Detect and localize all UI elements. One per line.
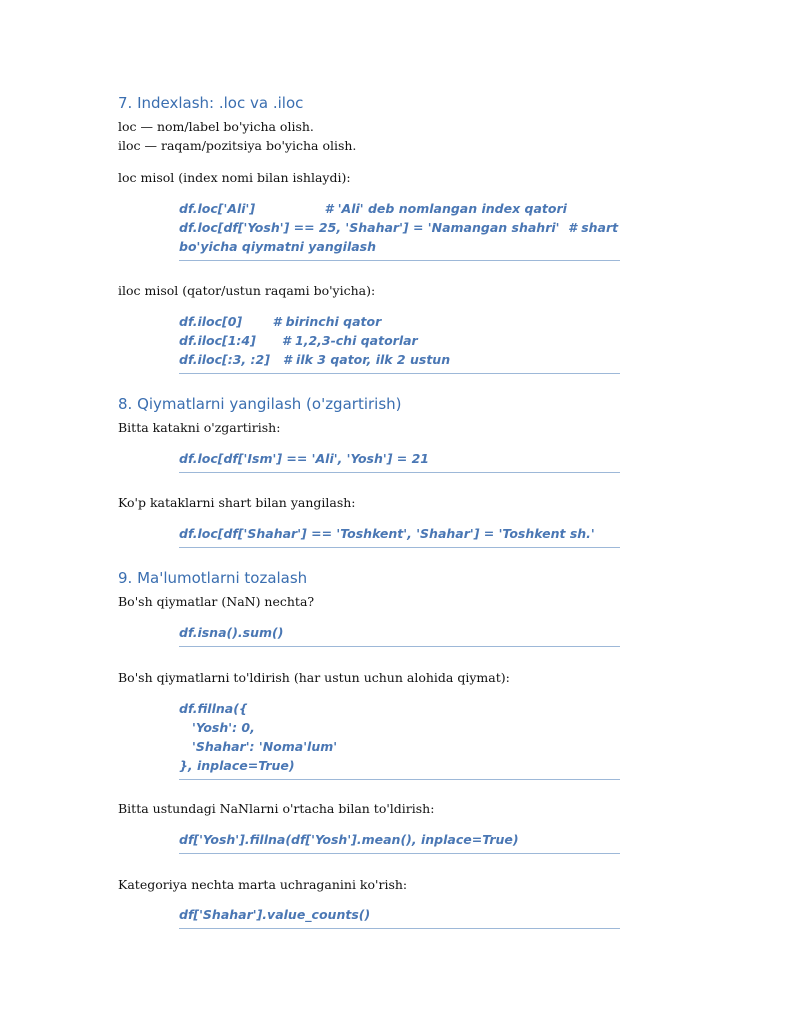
value-counts-intro: Kategoriya nechta marta uchraganini ko'rish:	[118, 877, 408, 892]
loc-description: loc — nom/label bo'yicha olish.	[118, 119, 314, 134]
code-line: 'Yosh': 0,	[179, 720, 255, 735]
value-counts-code-block	[179, 905, 620, 929]
fillna-code-block	[179, 699, 620, 780]
fillna-intro: Bo'sh qiymatlarni to'ldirish (har ustun uchun alohida qiymat):	[118, 670, 510, 685]
code-line: }, inplace=True)	[179, 758, 295, 773]
code-line: df.iloc[1:4] # 1,2,3-chi qatorlar	[179, 333, 418, 348]
isna-code-block	[179, 623, 620, 647]
code-line: df.isna().sum()	[179, 625, 284, 640]
loc-code-block	[179, 199, 620, 261]
code-line: df.loc['Ali'] # 'Ali' deb nomlangan index qatori	[179, 201, 567, 216]
mean-fill-code-block	[179, 830, 620, 854]
iloc-example-intro: iloc misol (qator/ustun raqami bo'yicha):	[118, 283, 376, 298]
code-line: df.loc[df['Yosh'] == 25, 'Shahar'] = 'Namangan shahri' # shart	[179, 220, 619, 235]
code-line: df.loc[df['Shahar'] == 'Toshkent', 'Shahar'] = 'Toshkent sh.'	[179, 526, 595, 541]
iloc-description: iloc — raqam/pozitsiya bo'yicha olish.	[118, 138, 357, 153]
iloc-code-block	[179, 312, 620, 374]
code-line: df['Yosh'].fillna(df['Yosh'].mean(), inplace=True)	[179, 832, 519, 847]
nan-count-intro: Bo'sh qiymatlar (NaN) nechta?	[118, 594, 315, 609]
section-8-heading: 8. Qiymatlarni yangilash (o'zgartirish)	[118, 395, 402, 413]
section-7-heading: 7. Indexlash: .loc va .iloc	[118, 94, 304, 112]
single-cell-update-intro: Bitta katakni o'zgartirish:	[118, 420, 281, 435]
multi-cell-update-intro: Ko'p kataklarni shart bilan yangilash:	[118, 495, 356, 510]
code-line: bo'yicha qiymatni yangilash	[179, 239, 377, 254]
code-line: df.iloc[0] # birinchi qator	[179, 314, 382, 329]
single-cell-code-block	[179, 449, 620, 473]
code-line: df.fillna({	[179, 701, 248, 716]
loc-example-intro: loc misol (index nomi bilan ishlaydi):	[118, 170, 351, 185]
code-line: 'Shahar': 'Noma'lum'	[179, 739, 338, 754]
section-9-heading: 9. Ma'lumotlarni tozalash	[118, 569, 308, 587]
mean-fill-intro: Bitta ustundagi NaNlarni o'rtacha bilan to'ldirish:	[118, 801, 435, 816]
code-line: df['Shahar'].value_counts()	[179, 907, 371, 922]
code-line: df.loc[df['Ism'] == 'Ali', 'Yosh'] = 21	[179, 451, 429, 466]
multi-cell-code-block	[179, 524, 620, 548]
code-line: df.iloc[:3, :2] # ilk 3 qator, ilk 2 ustun	[179, 352, 451, 367]
